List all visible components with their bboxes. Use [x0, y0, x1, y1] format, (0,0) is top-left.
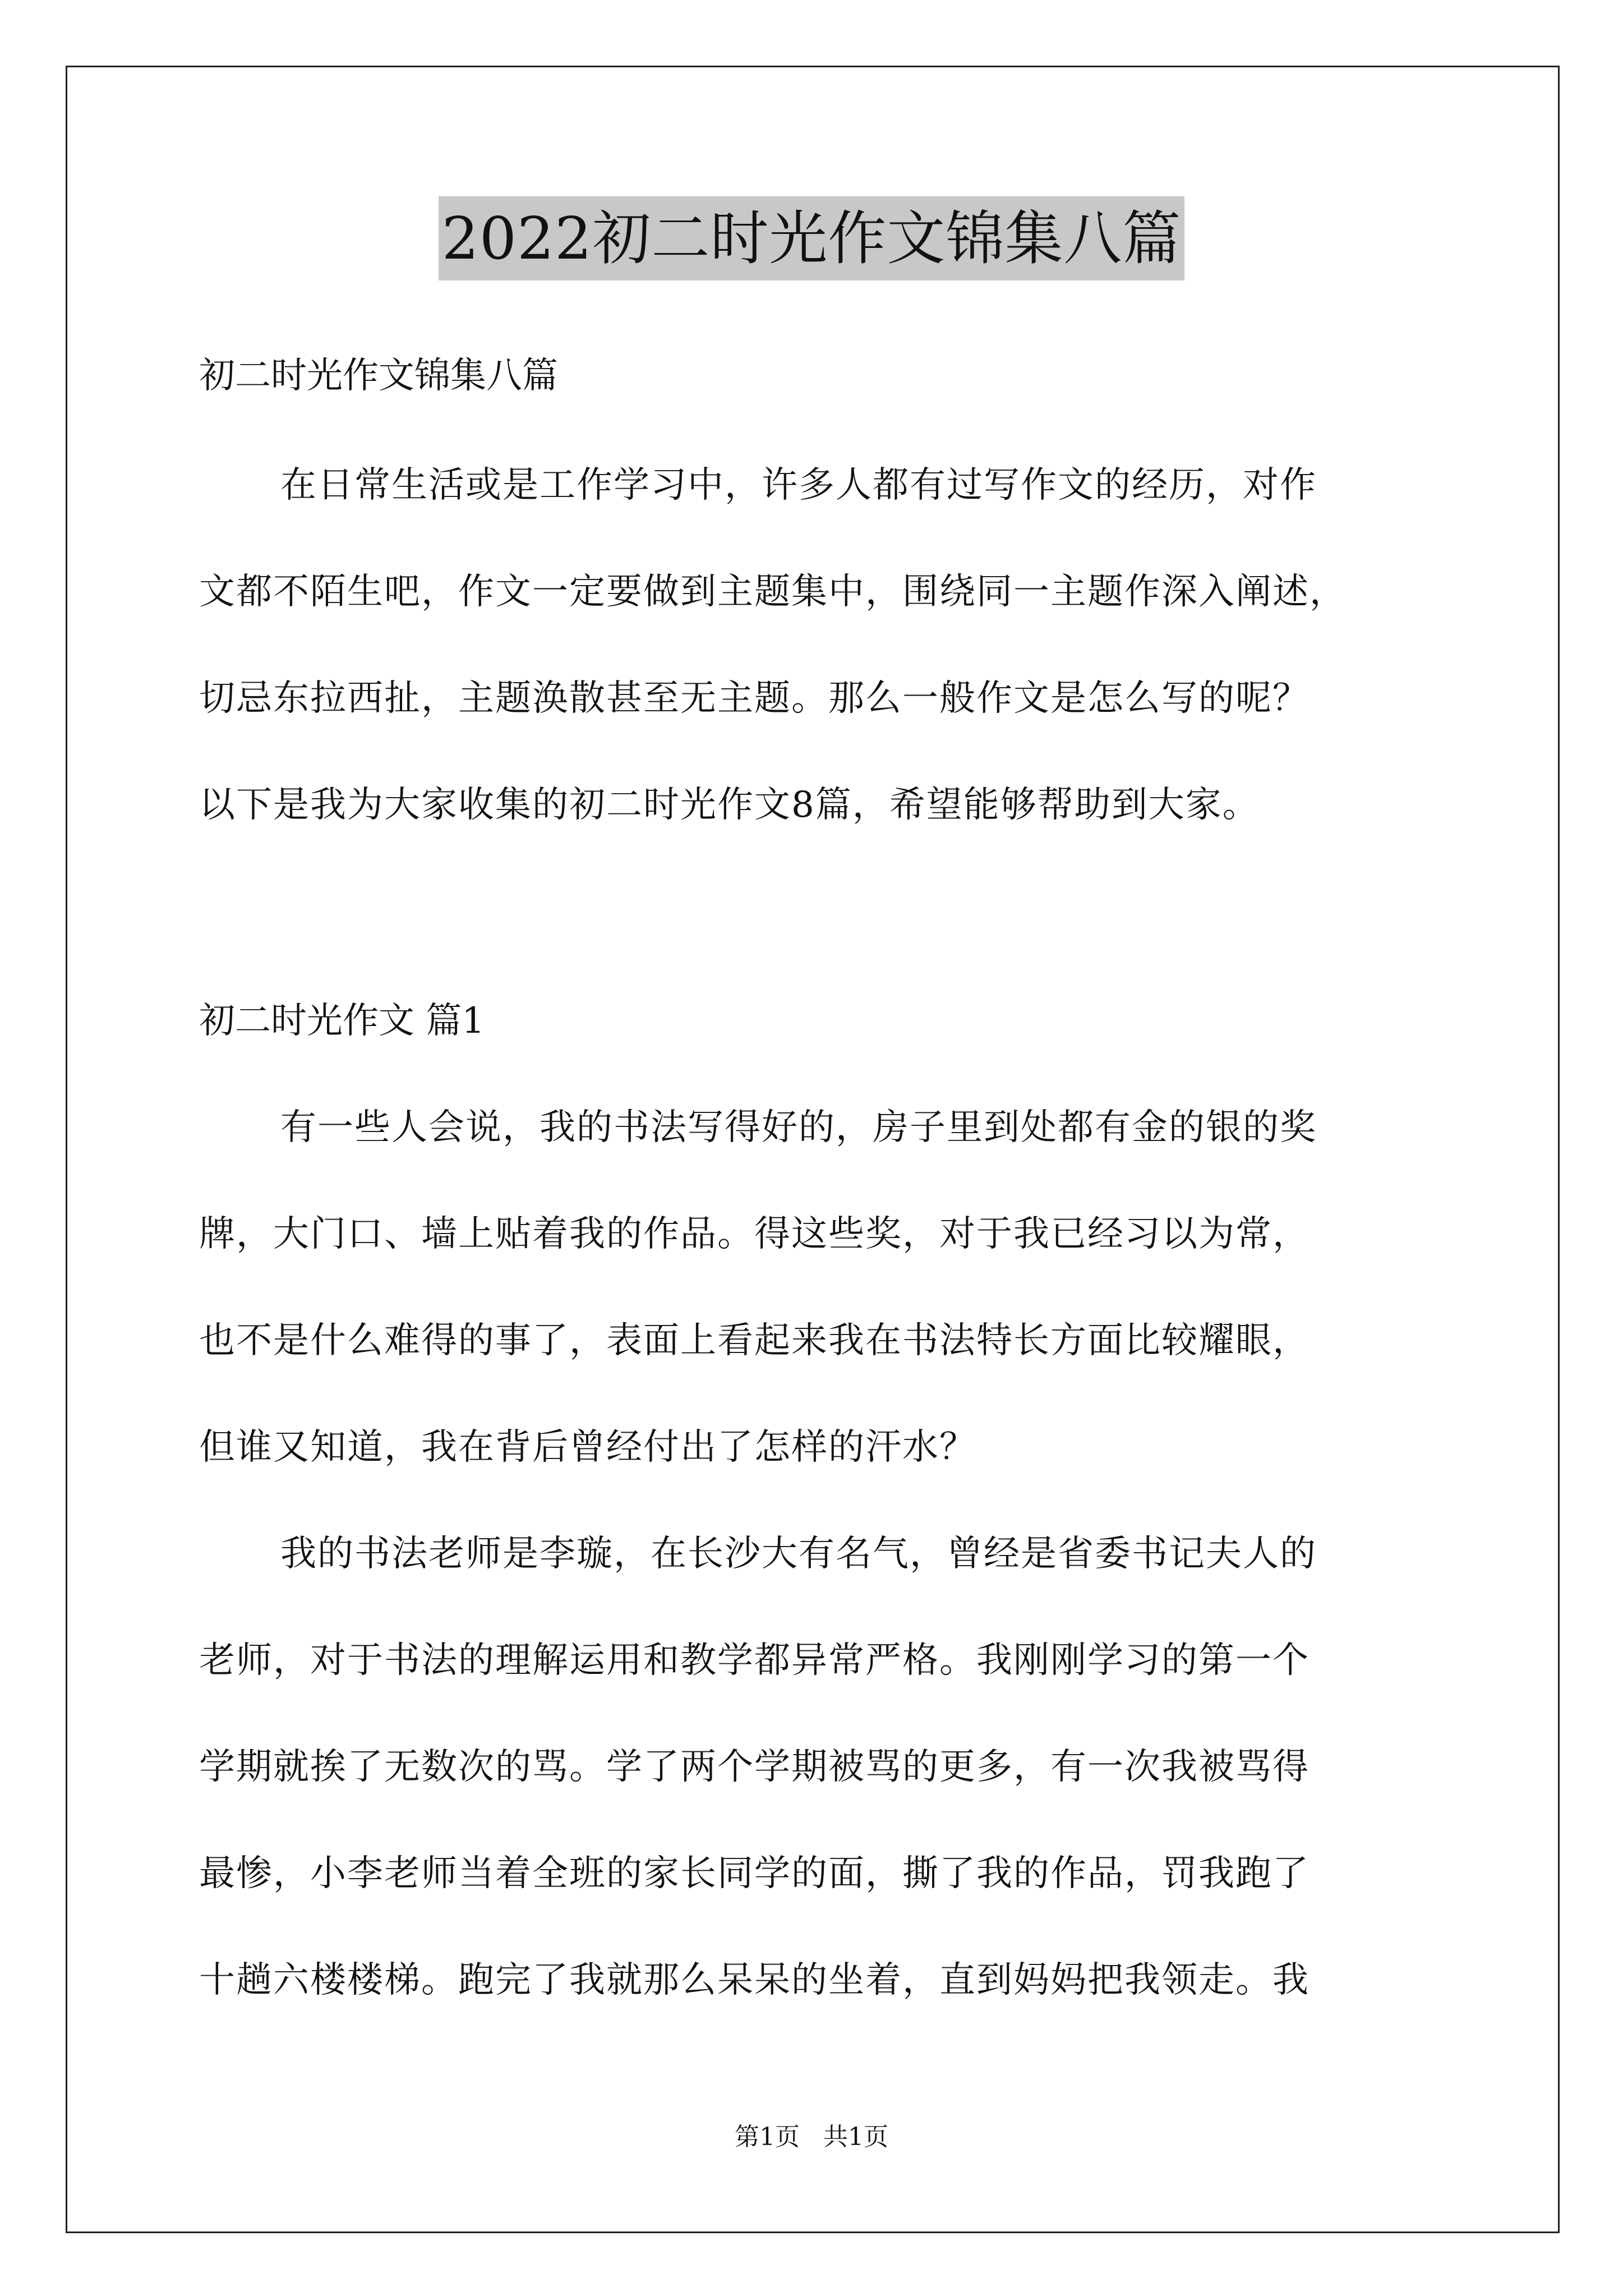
intro-line: 文都不陌生吧，作文一定要做到主题集中，围绕同一主题作深入阐述， [199, 571, 1347, 613]
paragraph-line: 老师，对于书法的理解运用和教学都异常严格。我刚刚学习的第一个 [199, 1640, 1310, 1681]
intro-line: 在日常生活或是工作学习中，许多人都有过写作文的经历，对作 [280, 464, 1317, 506]
intro-line: 切忌东拉西扯，主题涣散甚至无主题。那么一般作文是怎么写的呢？ [199, 678, 1310, 719]
section-heading: 初二时光作文 篇1 [199, 1000, 485, 1042]
paragraph-line: 牌，大门口、墙上贴着我的作品。得这些奖，对于我已经习以为常， [199, 1213, 1310, 1255]
page-footer: 第1页 共1页 [735, 2123, 888, 2151]
document-title: 2022初二时光作文锦集八篇 [439, 196, 1185, 280]
paragraph-line: 学期就挨了无数次的骂。学了两个学期被骂的更多，有一次我被骂得 [199, 1746, 1310, 1788]
paragraph-line: 最惨，小李老师当着全班的家长同学的面，撕了我的作品，罚我跑了 [199, 1853, 1310, 1894]
title-container [0, 196, 1623, 280]
paragraph-line: 但谁又知道，我在背后曾经付出了怎样的汗水？ [199, 1427, 976, 1468]
paragraph-line: 十趟六楼楼梯。跑完了我就那么呆呆的坐着，直到妈妈把我领走。我 [199, 1959, 1310, 2001]
intro-line: 以下是我为大家收集的初二时光作文8篇，希望能够帮助到大家。 [199, 784, 1260, 826]
paragraph-line: 我的书法老师是李璇，在长沙大有名气，曾经是省委书记夫人的 [280, 1533, 1317, 1575]
paragraph-line: 也不是什么难得的事了，表面上看起来我在书法特长方面比较耀眼， [199, 1320, 1310, 1361]
document-subtitle: 初二时光作文锦集八篇 [199, 355, 558, 397]
paragraph-line: 有一些人会说，我的书法写得好的，房子里到处都有金的银的奖 [280, 1107, 1317, 1148]
